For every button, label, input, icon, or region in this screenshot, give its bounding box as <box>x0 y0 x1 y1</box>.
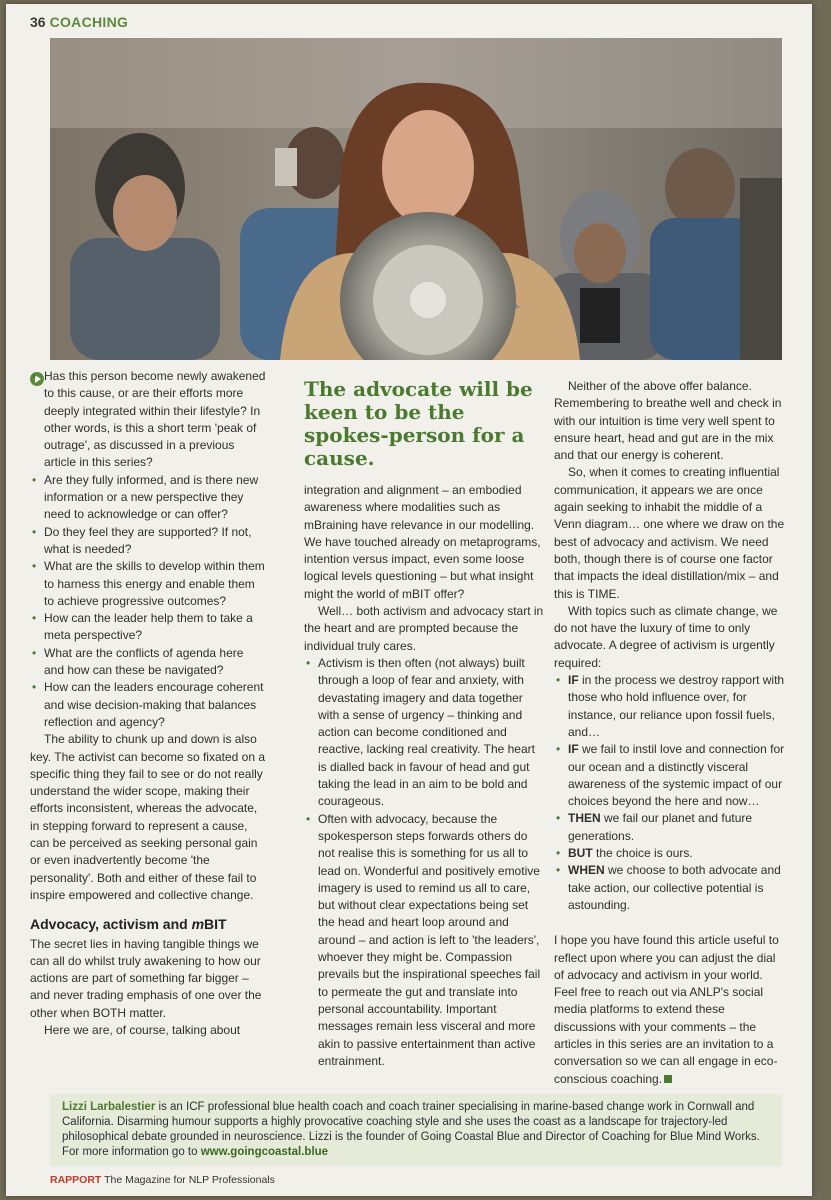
pull-quote: The advocate will be keen to be the spokes-person for a cause. <box>304 377 533 470</box>
paragraph: So, when it comes to creating influential communication, it appears we are once again seeking to inhabit the middle of a Venn diagram… one where we draw on the best of advocacy and activism. We need both, though there is of course one factor that impacts the ideal distillation/mix – and this is TIME. <box>554 465 785 601</box>
paragraph: With topics such as climate change, we do not have the luxury of time to only advocate. A degree of activism is urgently required: <box>554 603 778 670</box>
column-3 <box>554 378 786 1088</box>
list-item: • IF in the process we destroy rapport with those who hold influence over, for instance, our reliance upon fossil fuels, and… <box>554 672 786 741</box>
section-title: COACHING <box>49 14 129 30</box>
author-bio <box>50 1094 782 1166</box>
author-website-link[interactable]: www.goingcoastal.blue <box>200 1146 329 1158</box>
list-item: • How can the leader help them to take a meta perspective? <box>30 610 266 645</box>
condition-list <box>554 672 786 914</box>
magazine-tagline: The Magazine for NLP Professionals <box>101 1174 275 1186</box>
list-item: • IF we fail to instil love and connection for our ocean and a distinctly visceral awareness of the systemic impact of our choices beyond the here and now… <box>554 741 786 810</box>
column-2 <box>304 378 544 1070</box>
section-subheading: Advocacy, activism and mBIT <box>30 916 227 933</box>
closing-paragraph: I hope you have found this article useful to reflect upon where you can adjust the dial of advocacy and activism in your world. Feel free to reach out via ANLP's social media platforms to extend these discussions with your comments – the articles in this series are an invitation to a conversation so we can all engage in eco-conscious coaching. <box>554 933 779 1086</box>
page-header <box>30 14 128 30</box>
list-item: • WHEN we choose to both advocate and take action, our collective potential is astounding. <box>554 862 786 914</box>
page-number: 36 <box>30 14 46 30</box>
paragraph: Neither of the above offer balance. Remembering to breathe well and check in with our intuition is time very well spent to ensure heart, head and gut are in the mix and that our energy is coherent. <box>554 379 782 463</box>
paragraph: Well… both activism and advocacy start in the heart and are prompted because the individual truly cares. <box>304 604 544 653</box>
hero-photo <box>50 38 782 360</box>
list-item: • Activism is then often (not always) built through a loop of fear and anxiety, with devastating imagery and data together with a sense of urgency – thinking and action can become conditioned and reactive, lacking real creativity. The heart is dialled back in favour of head and gut taking the lead in an aim to be bold and courageous. <box>304 655 544 811</box>
list-item: • Has this person become newly awakened to this cause, or are their efforts more deeply integrated within their lifestyle? In other words, is this a short term 'peak of outrage', as discussed in a previous article in this series? <box>30 368 266 472</box>
bio-text: is an ICF professional blue health coach and coach trainer specialising in marine-based change work in Cornwall and California. Disarming humour supports a highly provocative coaching style and she uses the coast as a landscape for trajectory-led philosophical debate grounded in neuroscience. Lizzi is the founder of Going Coastal Blue and Director of Coaching for Blue Mind Works. For more information go to <box>62 1101 760 1158</box>
question-list <box>30 368 266 731</box>
list-item: • What are the conflicts of agenda here and how can these be navigated? <box>30 645 266 680</box>
list-item: • Are they fully informed, and is there new information or a new perspective they need to acknowledge or can offer? <box>30 472 266 524</box>
list-item: • What are the skills to develop within them to harness this energy and enable them to achieve progressive outcomes? <box>30 558 266 610</box>
magazine-brand: RAPPORT <box>50 1174 102 1186</box>
page-footer <box>50 1174 275 1186</box>
megaphone-protest-photo-icon <box>50 38 782 360</box>
list-item: • How can the leaders encourage coherent and wise decision-making that balances reflection and agency? <box>30 679 266 731</box>
end-mark-icon <box>664 1075 672 1083</box>
list-item: • BUT the choice is ours. <box>554 845 786 862</box>
paragraph: Here we are, of course, talking about <box>44 1022 241 1037</box>
list-item: • Often with advocacy, because the spokesperson steps forwards others do not realise this is something for us all to lead on. Wonderful and positively emotive imagery is used to remind us all to care, but without clear expectations being set the head and heart loop around and around – and action is left to 'the leaders', whoever they might be. Compassion prevails but the inspirational speeches fail to permeate the gut and translate into personal accountability. Important messages remain less visceral and more akin to passive entertainment than active entrainment. <box>304 811 544 1070</box>
bullet-list <box>304 655 544 1070</box>
list-item: • THEN we fail our planet and future generations. <box>554 810 786 845</box>
magazine-page <box>6 4 812 1196</box>
paragraph: The ability to chunk up and down is also key. The activist can become so fixated on a specific thing they fail to see or do not really understand the wider scope, making their efforts inconsistent, whereas the advocate, in stepping forward to represent a cause, can be perceived as seeking personal gain or even inadvertently become 'the personality'. Both and either of these fail to inspire empowered and collective change. <box>30 732 266 902</box>
list-item: • Do they feel they are supported? If not, what is needed? <box>30 524 266 559</box>
paragraph: integration and alignment – an embodied awareness where modalities such as mBraining have relevance in our modelling. We have touched already on metaprograms, intention versus impact, even some loose logical levels questioning – but what insight might the world of mBIT offer? <box>304 483 541 601</box>
author-name: Lizzi Larbalestier <box>62 1101 156 1113</box>
column-1 <box>30 368 266 1039</box>
paragraph: The secret lies in having tangible things we can all do whilst truly awakening to how our actions are part of something far bigger – and never trading emphasis of one over the other when BOTH matter. <box>30 936 262 1020</box>
